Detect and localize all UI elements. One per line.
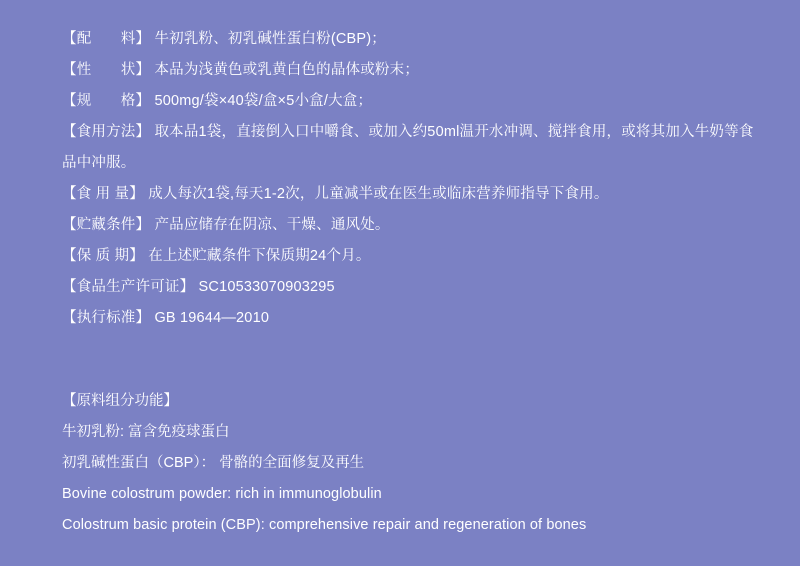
spec-label: 【保 质 期】 — [62, 248, 144, 264]
spec-label: 【配 料】 — [62, 31, 151, 47]
spec-row — [62, 24, 760, 55]
ingredient-function-item: 牛初乳粉: 富含免疫球蛋白 — [62, 424, 230, 440]
spec-value: 牛初乳粉、初乳碱性蛋白粉(CBP)； — [154, 31, 387, 47]
spec-row — [62, 241, 760, 272]
spec-value: 500mg/袋×40袋/盒×5小盒/大盒； — [154, 93, 373, 109]
spec-row — [62, 272, 760, 303]
spec-label: 【贮藏条件】 — [62, 217, 151, 233]
spec-label: 【规 格】 — [62, 93, 151, 109]
ingredient-function-item: Colostrum basic protein (CBP): comprehensive repair and regeneration of bones — [62, 517, 587, 533]
spec-value: 在上述贮藏条件下保质期24个月。 — [148, 248, 371, 264]
spec-label: 【执行标准】 — [62, 310, 151, 326]
spec-row — [62, 86, 760, 117]
specification-list — [62, 24, 760, 334]
ingredient-function-item: 初乳碱性蛋白（CBP）： 骨骼的全面修复及再生 — [62, 455, 365, 471]
spec-row — [62, 210, 760, 241]
spec-label: 【食品生产许可证】 — [62, 279, 195, 295]
spec-value: 产品应储存在阴凉、干燥、通风处。 — [154, 217, 390, 233]
spec-value: SC10533070903295 — [198, 279, 335, 295]
ingredient-function-item: Bovine colostrum powder: rich in immunoglobulin — [62, 486, 382, 502]
spec-value: GB 19644—2010 — [154, 310, 270, 326]
spec-row — [62, 117, 760, 179]
spec-row — [62, 55, 760, 86]
spec-row — [62, 179, 760, 210]
spec-value: 成人每次1袋,每天1-2次，儿童减半或在医生或临床营养师指导下食用。 — [148, 186, 609, 202]
spec-label: 【食用方法】 — [62, 124, 151, 140]
spec-label: 【食 用 量】 — [62, 186, 144, 202]
section-spacer — [62, 334, 760, 386]
ingredient-function-title: 【原料组分功能】 — [62, 393, 178, 409]
spec-label: 【性 状】 — [62, 62, 151, 78]
spec-value: 本品为浅黄色或乳黄白色的晶体或粉末； — [154, 62, 420, 78]
spec-value: 取本品1袋，直接倒入口中嚼食、或加入约50ml温开水冲调、搅拌食用，或将其加入牛奶等食品中冲服。 — [62, 124, 754, 171]
spec-row — [62, 303, 760, 334]
